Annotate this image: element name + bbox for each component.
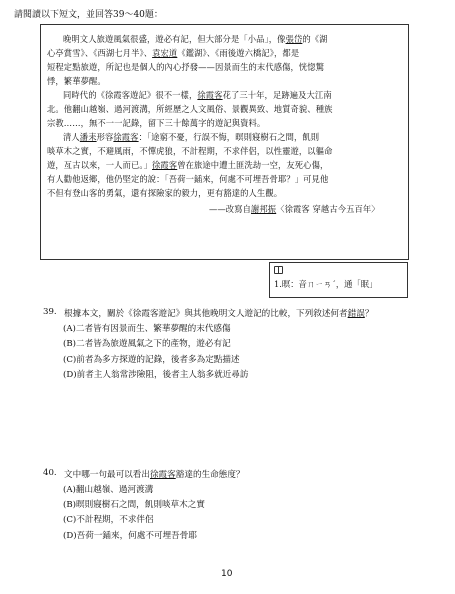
passage-line: 不但有登山客的勇氣，還有探險家的毅力，更有豁達的人生觀。 — [47, 188, 283, 198]
question-39-option-c[interactable]: (C)前者為多方探遊的記錄，後者多為定點描述 — [63, 355, 240, 365]
question-39-number: 39. — [43, 307, 57, 317]
page-number: 10 — [221, 569, 233, 579]
question-39-option-b[interactable]: (B)二者皆為旅遊風氣之下的產物，遊必有記 — [63, 339, 231, 349]
question-39-stem: 根據本文，關於《徐霞客遊記》與其他晚明文人遊記的比較，下列敘述何者錯誤？ — [64, 309, 374, 319]
annotation-box — [269, 262, 408, 298]
passage-line: 短程定點旅遊，所記也是個人的內心抒發——因景而生的末代感傷，恍惚驚 — [47, 62, 325, 72]
passage-line: 北。他翻山越嶺、過河渡溝，所經歷之人文風俗、景觀異致、地質奇貌、種族 — [47, 104, 333, 114]
question-40-option-a[interactable]: (A)翻山越嶺、過河渡溝 — [63, 485, 154, 495]
passage-line: 悸，繁華夢醒。 — [47, 76, 106, 86]
passage-line: 遊，亙古以來，一人而已。」徐霞客曾在旅途中遭土匪洗劫一空，友死心傷， — [47, 160, 329, 170]
question-39-option-a[interactable]: (A)二者皆有因景而生、繁華夢醒的末代感傷 — [63, 324, 231, 334]
question-39-option-d[interactable]: (D)前者主人翁常涉險阻，後者主人翁多就近尋訪 — [63, 370, 249, 380]
passage-line: 啖草木之實，不避風雨，不憚虎狼，不計程期，不求伴侶，以性靈遊，以軀命 — [47, 146, 333, 156]
question-40-option-c[interactable]: (C)不計程期，不求伴侶 — [63, 515, 154, 525]
passage-line: 宗教……，無不一一記錄，留下三十餘萬字的遊記與資料。 — [47, 118, 266, 128]
passage-box — [40, 24, 409, 260]
passage-line: 晚明文人旅遊風氣很盛，遊必有記，但大部分是「小品」，像張岱的《湖 — [63, 34, 328, 44]
passage-line: 清人潘耒形容徐霞客：「途窮不憂，行誤不悔，暝則寢樹石之間，飢則 — [63, 132, 320, 142]
passage-line: 有人勸他返鄉，他仍堅定的說：「吾荷一鍤來，何處不可埋吾骨耶？」可見他 — [47, 174, 329, 184]
question-40-number: 40. — [43, 468, 57, 478]
instruction: 請閱讀以下短文，並回答39～40題： — [14, 10, 163, 20]
annotation-text: 1.暝：音ㄇㄧㄢˊ，通「眠」 — [274, 279, 378, 289]
question-40-option-b[interactable]: (B)暝則寢樹石之間，飢則啖草木之實 — [63, 500, 205, 510]
question-40-stem: 文中哪一句最可以看出徐霞客豁達的生命態度？ — [64, 470, 245, 480]
question-40-option-d[interactable]: (D)吾荷一鍤來，何處不可埋吾骨耶 — [63, 531, 197, 541]
book-icon — [274, 266, 283, 274]
passage-line: 同時代的《徐霞客遊記》很不一樣，徐霞客花了三十年，足跡遍及大江南 — [63, 90, 332, 100]
passage-line: 心亭賞雪》、《西湖七月半》、袁宏道《鑑湖》、《雨後遊六橋記》，都是 — [47, 48, 300, 58]
attribution: ——改寫自謝邦振〈徐霞客 穿越古今五百年〉 — [209, 204, 380, 214]
